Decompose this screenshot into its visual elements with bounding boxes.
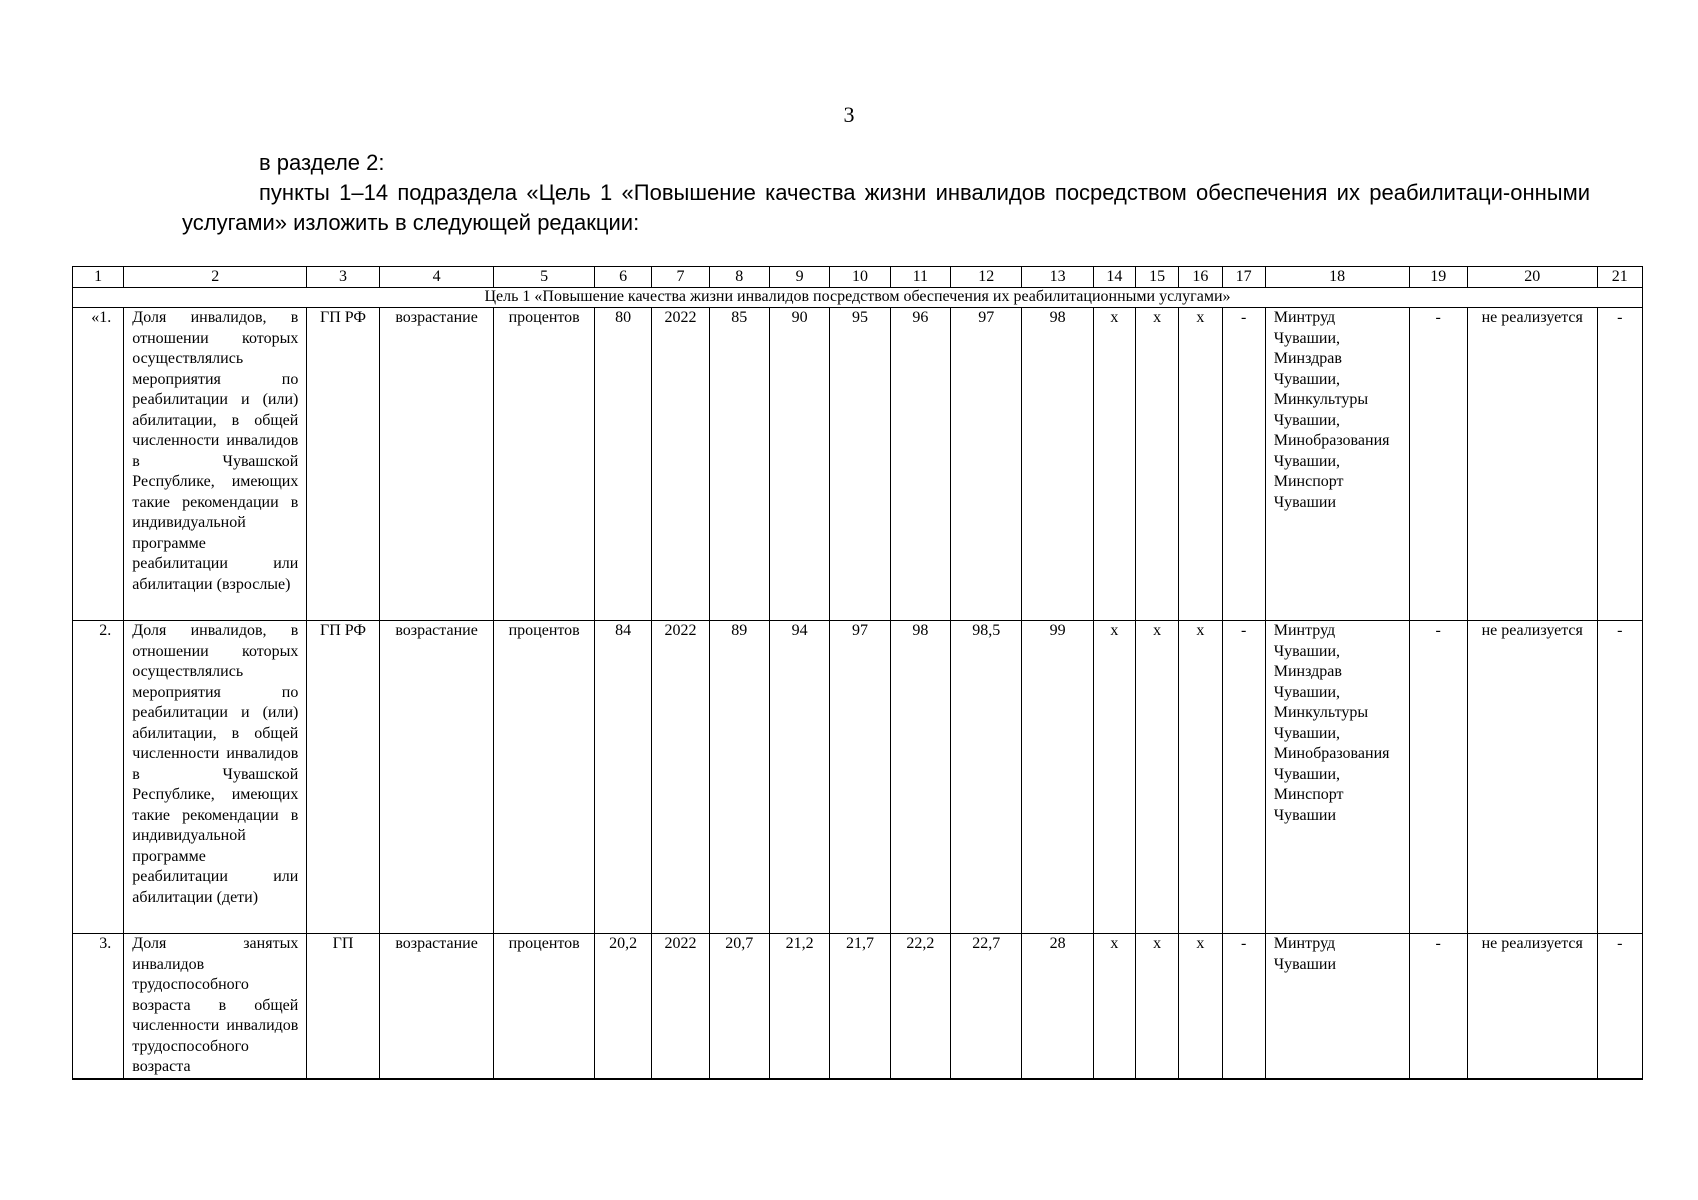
value-col-19: - (1409, 934, 1467, 1079)
indicator-direction: возрастание (379, 308, 494, 621)
base-value: 20,2 (594, 934, 651, 1079)
table-row (73, 934, 1643, 1079)
indicator-source: ГП РФ (307, 308, 379, 621)
responsible-agencies: Минтруд Чувашии, Минздрав Чувашии, Минкультуры Чувашии, Минобразования Чувашии, Минспорт Чувашии (1265, 621, 1409, 934)
column-header: 4 (379, 267, 494, 288)
value-col-10: 21,7 (830, 934, 890, 1079)
column-header: 18 (1265, 267, 1409, 288)
value-col-15: х (1136, 621, 1179, 934)
implementation-status: не реализуется (1467, 308, 1597, 621)
column-header: 19 (1409, 267, 1467, 288)
base-value: 80 (594, 308, 651, 621)
indicators-table-wrapper (72, 266, 1643, 1080)
value-col-8: 20,7 (709, 934, 769, 1079)
responsible-agencies: Минтруд Чувашии, Минздрав Чувашии, Минкультуры Чувашии, Минобразования Чувашии, Минспорт Чувашии (1265, 308, 1409, 621)
value-col-13: 98 (1022, 308, 1093, 621)
base-year: 2022 (652, 621, 709, 934)
indicator-name: Доля инвалидов, в отношении которых осуществлялись мероприятия по реабилитации и (или) абилитации, в общей численности инвалидов в Чувашской Республике, имеющих такие рекомендации в индивидуальной программе реабилитации или абилитации (дети) (124, 621, 307, 934)
column-header: 14 (1093, 267, 1135, 288)
indicator-direction: возрастание (379, 934, 494, 1079)
value-col-11: 96 (890, 308, 950, 621)
column-header: 12 (950, 267, 1021, 288)
value-col-17: - (1222, 308, 1265, 621)
base-year: 2022 (652, 934, 709, 1079)
value-col-8: 89 (709, 621, 769, 934)
value-col-12: 98,5 (950, 621, 1021, 934)
value-col-10: 97 (830, 621, 890, 934)
indicator-unit: процентов (494, 308, 595, 621)
column-header: 21 (1597, 267, 1642, 288)
indicator-unit: процентов (494, 621, 595, 934)
value-col-14: х (1093, 308, 1135, 621)
column-header: 10 (830, 267, 890, 288)
column-header: 6 (594, 267, 651, 288)
column-header: 9 (769, 267, 829, 288)
goal-row (73, 288, 1643, 308)
implementation-status: не реализуется (1467, 934, 1597, 1079)
indicator-unit: процентов (494, 934, 595, 1079)
indicator-source: ГП (307, 934, 379, 1079)
indicator-name: Доля инвалидов, в отношении которых осуществлялись мероприятия по реабилитации и (или) абилитации, в общей численности инвалидов в Чувашской Республике, имеющих такие рекомендации в индивидуальной программе реабилитации или абилитации (взрослые) (124, 308, 307, 621)
base-year: 2022 (652, 308, 709, 621)
column-header: 16 (1179, 267, 1222, 288)
value-col-9: 94 (769, 621, 829, 934)
column-header: 20 (1467, 267, 1597, 288)
column-header: 8 (709, 267, 769, 288)
column-header: 5 (494, 267, 595, 288)
value-col-16: х (1179, 621, 1222, 934)
column-header: 11 (890, 267, 950, 288)
indicator-name: Доля занятых инвалидов трудоспособного возраста в общей численности инвалидов трудоспособного возраста (124, 934, 307, 1079)
value-col-11: 22,2 (890, 934, 950, 1079)
value-col-21: - (1597, 934, 1642, 1079)
column-header: 2 (124, 267, 307, 288)
value-col-15: х (1136, 934, 1179, 1079)
row-number: 3. (73, 934, 124, 1079)
indicator-direction: возрастание (379, 621, 494, 934)
value-col-14: х (1093, 934, 1135, 1079)
value-col-19: - (1409, 308, 1467, 621)
row-number: «1. (73, 308, 124, 621)
column-header: 3 (307, 267, 379, 288)
intro-line-section: в разделе 2: (259, 150, 385, 175)
base-value: 84 (594, 621, 651, 934)
column-header: 1 (73, 267, 124, 288)
value-col-19: - (1409, 621, 1467, 934)
value-col-15: х (1136, 308, 1179, 621)
indicators-table (72, 266, 1643, 1080)
value-col-12: 22,7 (950, 934, 1021, 1079)
table-row (73, 621, 1643, 934)
value-col-13: 28 (1022, 934, 1093, 1079)
value-col-16: х (1179, 308, 1222, 621)
table-row (73, 308, 1643, 621)
value-col-14: х (1093, 621, 1135, 934)
value-col-21: - (1597, 621, 1642, 934)
column-header: 15 (1136, 267, 1179, 288)
responsible-agencies: Минтруд Чувашии (1265, 934, 1409, 1079)
value-col-16: х (1179, 934, 1222, 1079)
implementation-status: не реализуется (1467, 621, 1597, 934)
goal-title: Цель 1 «Повышение качества жизни инвалидов посредством обеспечения их реабилитационными услугами» (73, 288, 1643, 308)
value-col-9: 21,2 (769, 934, 829, 1079)
intro-text (182, 148, 1590, 238)
row-number: 2. (73, 621, 124, 934)
value-col-17: - (1222, 934, 1265, 1079)
value-col-11: 98 (890, 621, 950, 934)
value-col-8: 85 (709, 308, 769, 621)
value-col-13: 99 (1022, 621, 1093, 934)
indicator-source: ГП РФ (307, 621, 379, 934)
value-col-17: - (1222, 621, 1265, 934)
column-header: 7 (652, 267, 709, 288)
intro-line-instruction: пункты 1–14 подраздела «Цель 1 «Повышение качества жизни инвалидов посредством обеспечения их реабилитаци-онными услугами» изложить в следующей редакции: (182, 180, 1590, 235)
value-col-12: 97 (950, 308, 1021, 621)
value-col-10: 95 (830, 308, 890, 621)
column-header: 17 (1222, 267, 1265, 288)
column-number-row (73, 267, 1643, 288)
value-col-21: - (1597, 308, 1642, 621)
column-header: 13 (1022, 267, 1093, 288)
page-number: 3 (843, 102, 855, 127)
value-col-9: 90 (769, 308, 829, 621)
